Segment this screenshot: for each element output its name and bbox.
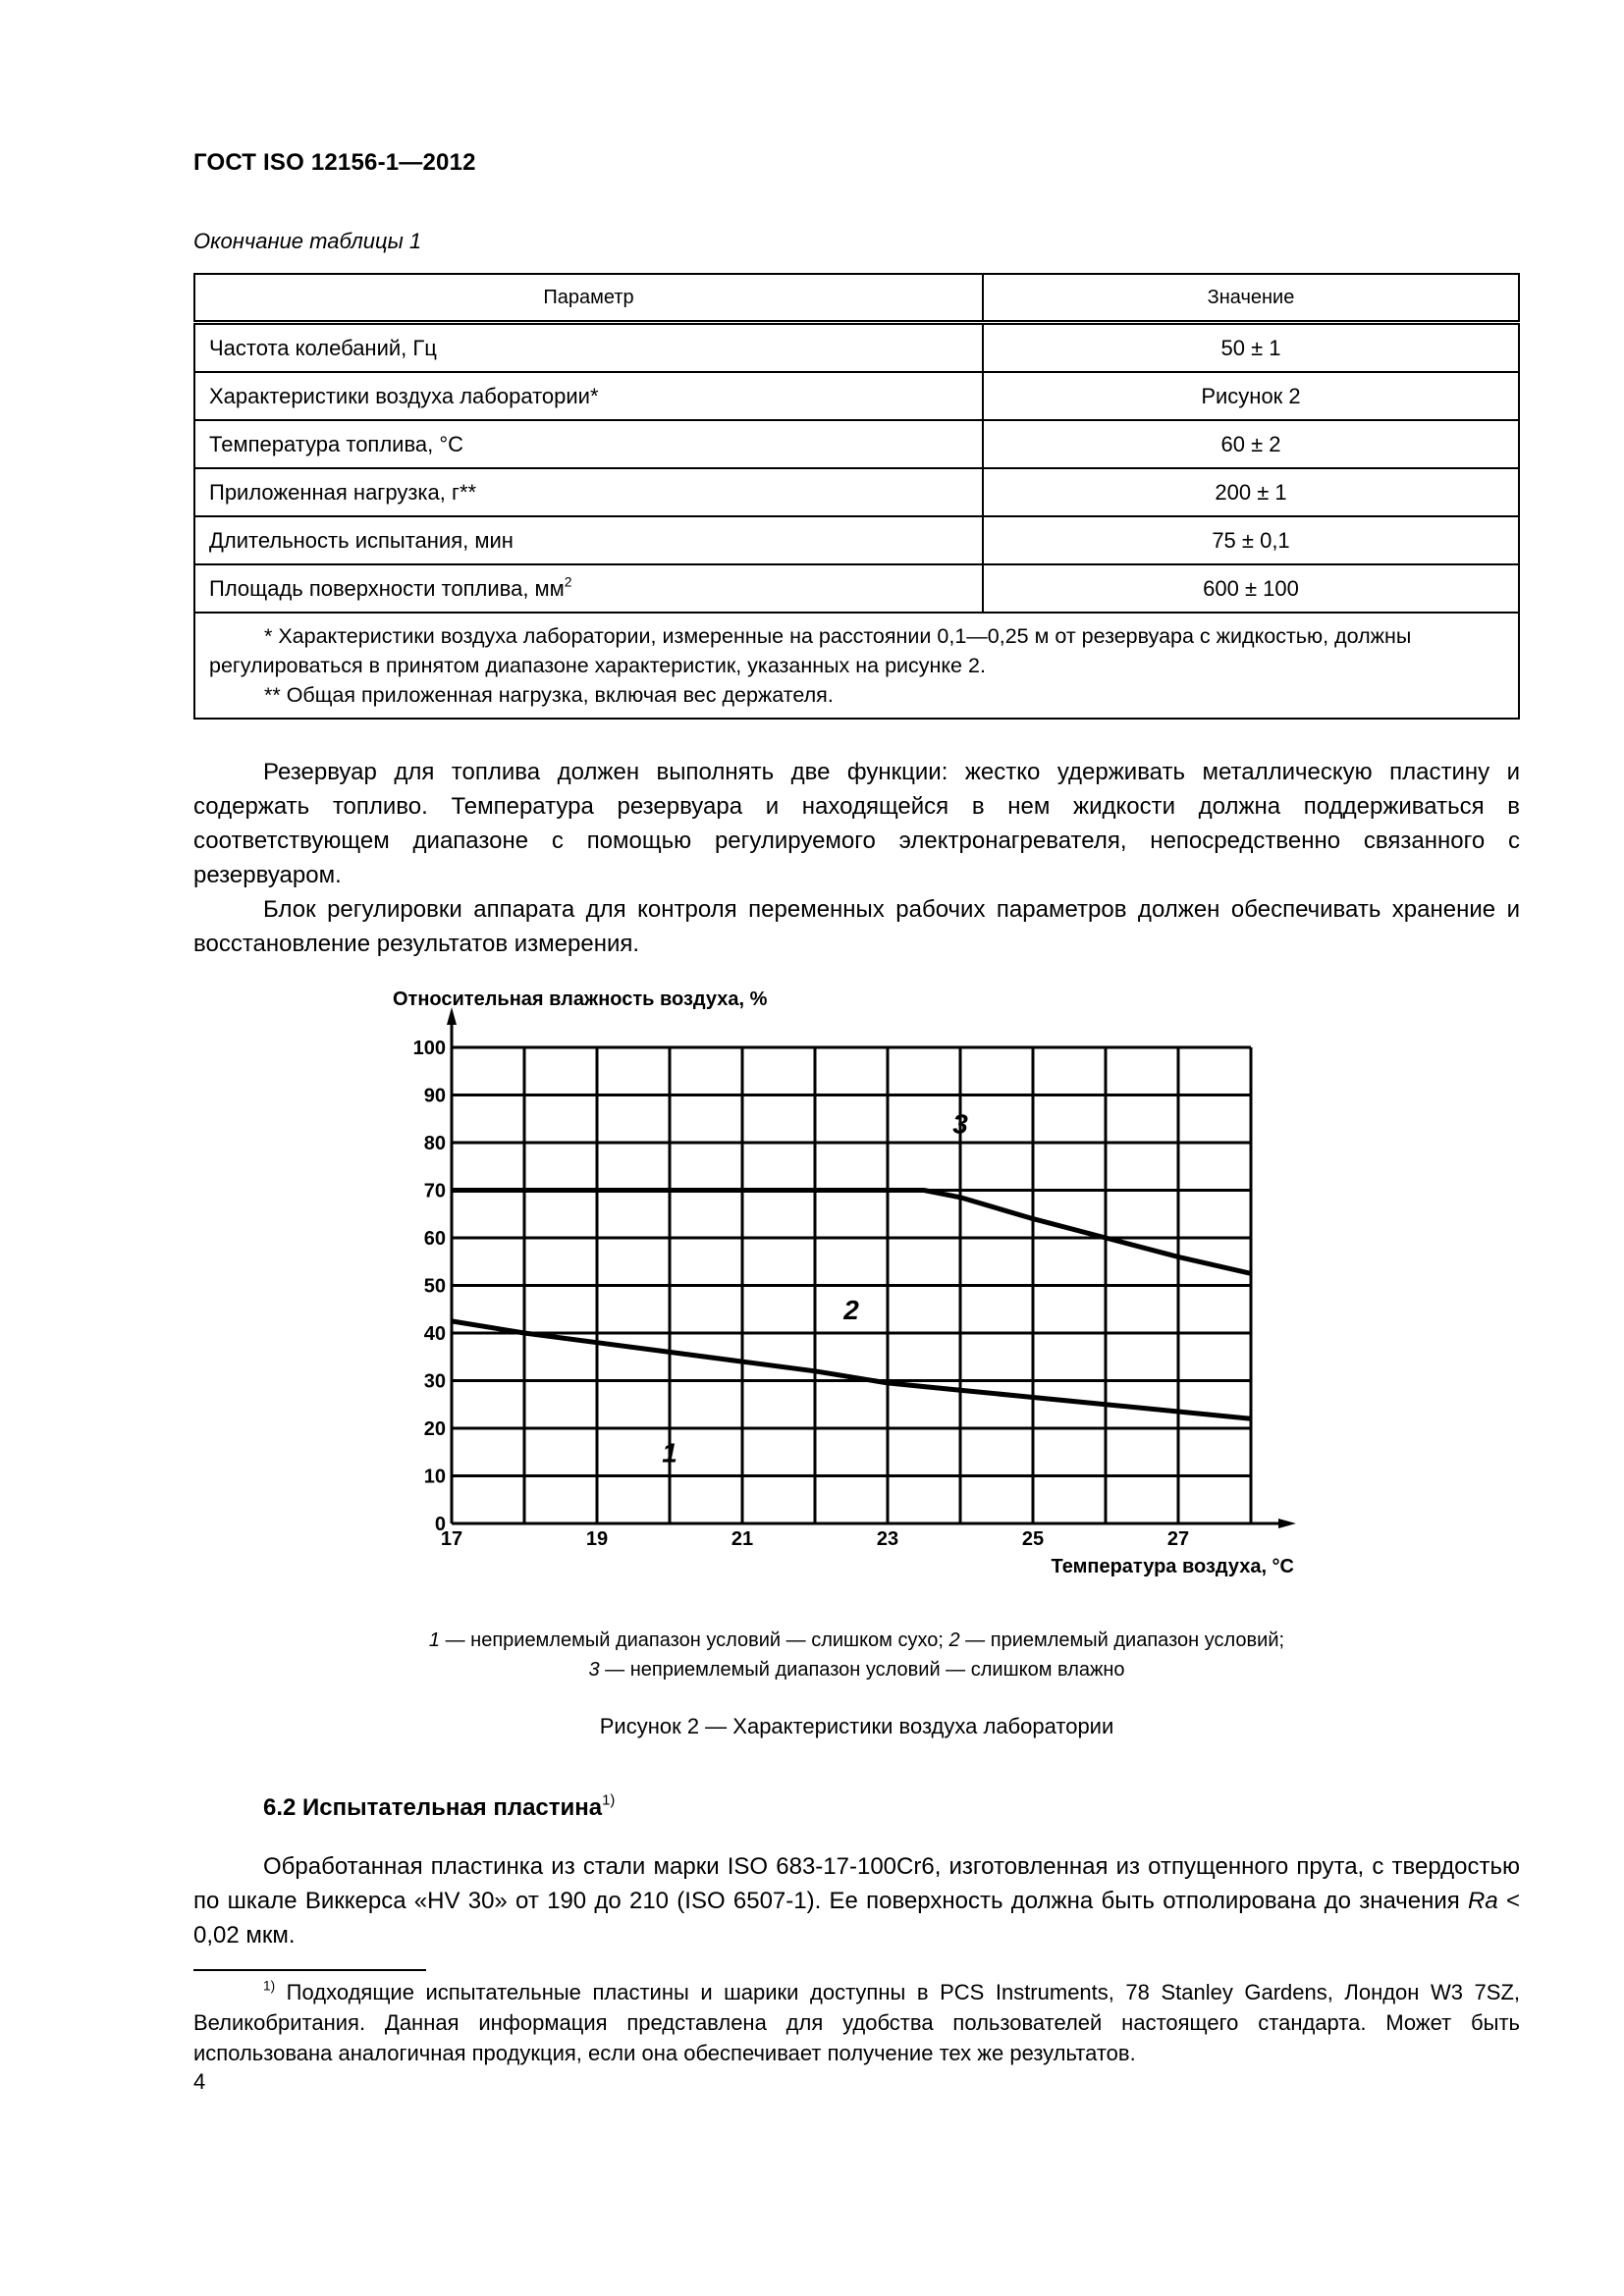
paragraph-text: Обработанная пластинка из стали марки ISO 683-17-100Cr6, изготовленная из отпущенного прута, с твердостью по шкале Виккерса «HV 30» от 190 до 210 (ISO 6507-1). Ее поверхность должна быть отполирована до значения: [193, 1853, 1520, 1914]
table-row: [194, 323, 1519, 373]
y-tick-label: 0: [434, 1514, 446, 1535]
value-cell: 600 ± 100: [983, 564, 1519, 613]
legend-number: 2: [948, 1629, 960, 1651]
legend-number: 1: [428, 1629, 441, 1651]
legend-line-2: [193, 1655, 1520, 1684]
x-tick-label: 21: [731, 1528, 754, 1550]
chart-tick-labels: [413, 1038, 1190, 1550]
column-header-parameter: Параметр: [194, 274, 983, 323]
table-caption: Окончание таблицы 1: [193, 229, 422, 253]
value-cell: 50 ± 1: [983, 323, 1519, 373]
region-label: 2: [843, 1294, 859, 1325]
table-row: [194, 468, 1519, 516]
parameters-table: [193, 273, 1520, 720]
table-notes-cell: [194, 613, 1519, 719]
boundary-curve: [452, 1321, 1251, 1418]
parameter-cell: [194, 420, 983, 468]
humidity-temperature-chart: [393, 982, 1316, 1590]
x-axis-arrow-icon: [1278, 1519, 1296, 1528]
table-row: [194, 564, 1519, 613]
value-cell: 60 ± 2: [983, 420, 1519, 468]
parameter-cell: [194, 516, 983, 564]
paragraph-text: < 0,02 мкм.: [193, 1888, 1521, 1949]
table-row: [194, 372, 1519, 420]
parameter-cell: [194, 468, 983, 516]
parameter-cell: [194, 564, 983, 613]
chart-svg: [393, 982, 1316, 1590]
region-label: 1: [662, 1437, 677, 1468]
footnote: [193, 1977, 1520, 2068]
y-tick-label: 70: [423, 1180, 446, 1202]
parameter-text: Длительность испытания, мин: [209, 527, 514, 553]
page-number: 4: [193, 2069, 206, 2094]
y-tick-label: 100: [412, 1038, 446, 1059]
legend-number: 3: [588, 1659, 600, 1681]
column-header-value: Значение: [983, 274, 1519, 323]
chart-axes: [447, 1007, 1296, 1528]
legend-line-1: [193, 1626, 1520, 1655]
value-cell: Рисунок 2: [983, 372, 1519, 420]
document-title: ГОСТ ISO 12156-1—2012: [193, 149, 476, 176]
figure-legend: [193, 1626, 1520, 1684]
value-cell: 75 ± 0,1: [983, 516, 1519, 564]
table-header-row: [194, 274, 1519, 323]
legend-text: — неприемлемый диапазон условий — слишком сухо;: [440, 1629, 949, 1651]
y-tick-label: 50: [423, 1275, 446, 1298]
legend-text: — неприемлемый диапазон условий — слишком влажно: [599, 1659, 1125, 1681]
superscript: 2: [564, 573, 572, 589]
table-row: [194, 516, 1519, 564]
x-tick-label: 19: [585, 1528, 609, 1550]
section-body: [193, 1849, 1520, 1952]
legend-text: — приемлемый диапазон условий;: [959, 1629, 1285, 1651]
value-cell: 200 ± 1: [983, 468, 1519, 516]
y-tick-label: 80: [423, 1133, 446, 1154]
parameter-text: Частота колебаний, Гц: [209, 335, 437, 360]
y-tick-label: 60: [423, 1228, 446, 1250]
footnote-paragraph: [193, 1977, 1520, 2068]
footnote-reference[interactable]: 1): [602, 1792, 616, 1809]
footnote-text: Подходящие испытательные пластины и шарики доступны в PCS Instruments, 78 Stanley Gardens, Лондон W3 7SZ, Великобритания. Данная информация представлена для удобства пользователей настоящего стандарта. Может быть использована аналогичная продукция, если она обеспечивает получение тех же результатов.: [193, 1980, 1520, 2065]
x-tick-label: 25: [1021, 1528, 1045, 1550]
table-note: * Характеристики воздуха лаборатории, измеренные на расстоянии 0,1—0,25 м от резервуара с жидкостью, должны регулироваться в принятом диапазоне характеристик, указанных на рисунке 2.: [209, 624, 1412, 677]
paragraph: [193, 1849, 1520, 1952]
parameter-cell: [194, 372, 983, 420]
y-axis-label: Относительная влажность воздуха, %: [393, 988, 768, 1010]
y-tick-label: 40: [423, 1323, 446, 1345]
figure-caption: Рисунок 2 — Характеристики воздуха лаборатории: [599, 1714, 1114, 1738]
parameter-text: Характеристики воздуха лаборатории*: [209, 383, 599, 408]
parameter-text: Температура топлива, °С: [209, 431, 464, 456]
section-heading: [263, 1794, 615, 1822]
paragraph: Блок регулировки аппарата для контроля переменных рабочих параметров должен обеспечивать хранение и восстановление результатов измерения.: [193, 896, 1520, 957]
parameter-cell: [194, 323, 983, 373]
boundary-curve: [452, 1191, 1251, 1274]
parameter-text: Приложенная нагрузка, г**: [209, 479, 477, 505]
table-note: ** Общая приложенная нагрузка, включая вес держателя.: [264, 683, 834, 707]
y-tick-label: 20: [423, 1418, 446, 1440]
chart-grid: [452, 1047, 1251, 1523]
x-axis-label: Температура воздуха, °С: [1051, 1556, 1294, 1577]
x-tick-label: 27: [1166, 1528, 1190, 1550]
paragraph: Резервуар для топлива должен выполнять две функции: жестко удерживать металлическую пластину и содержать топливо. Температура резервуара и находящейся в нем жидкости должна поддерживаться в соответствующем диапазоне с помощью регулируемого электронагревателя, непосредственно связанного с резервуаром.: [193, 759, 1520, 888]
table-row: [194, 420, 1519, 468]
y-tick-label: 30: [423, 1370, 446, 1393]
y-tick-label: 10: [423, 1466, 446, 1488]
section-heading-text: 6.2 Испытательная пластина: [263, 1794, 603, 1821]
ra-symbol: Ra: [1468, 1888, 1498, 1914]
region-label: 3: [952, 1108, 968, 1140]
parameter-text: Площадь поверхности топлива, мм: [209, 575, 565, 601]
x-tick-label: 17: [440, 1528, 463, 1550]
x-tick-label: 23: [876, 1528, 899, 1550]
y-tick-label: 90: [423, 1085, 446, 1107]
body-paragraphs: [193, 755, 1520, 961]
footnote-marker: 1): [263, 1978, 276, 1994]
footnote-separator: [193, 1969, 426, 1971]
table-notes-row: [194, 613, 1519, 719]
